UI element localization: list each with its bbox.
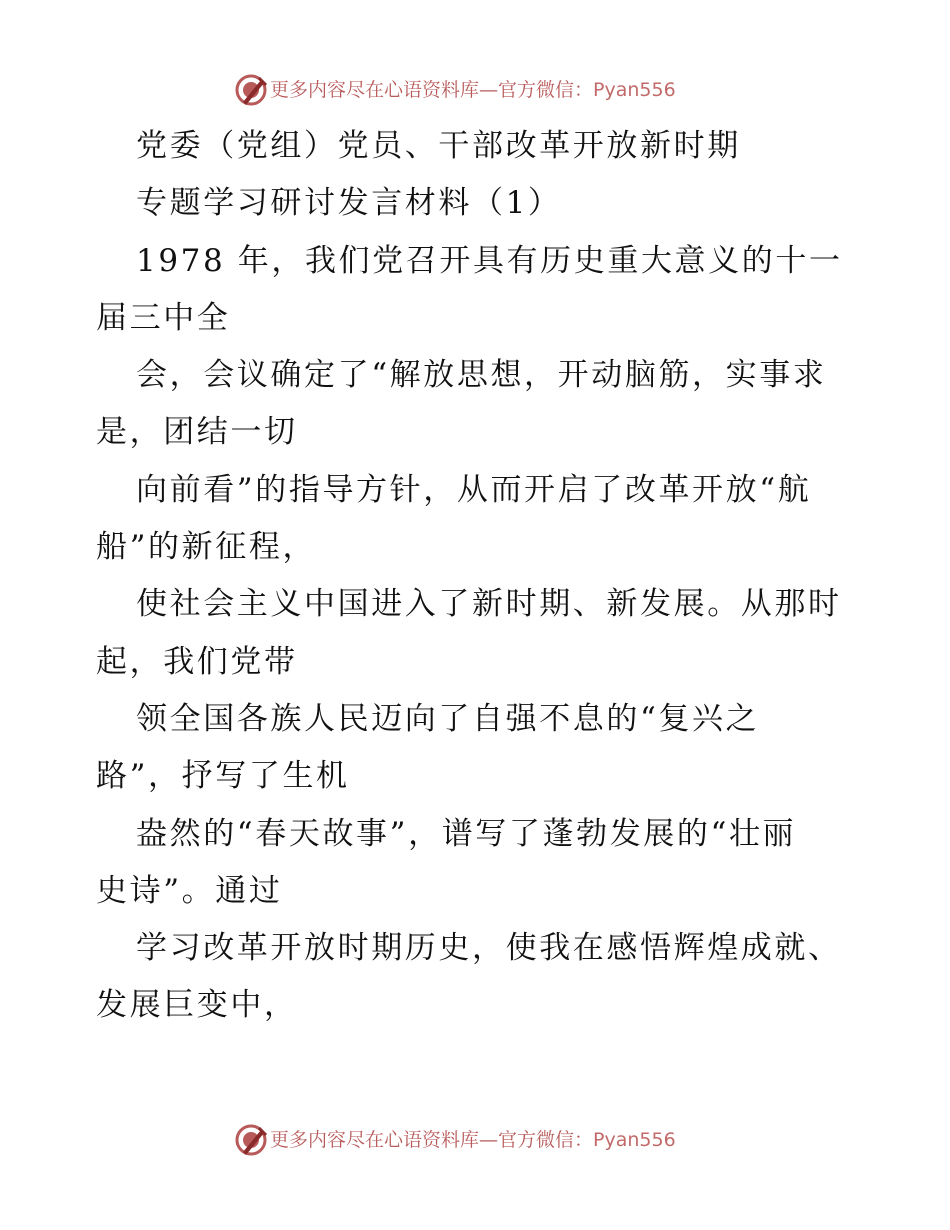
paragraph-line: 盎然的“春天故事”，谱写了蓬勃发展的“壮丽 xyxy=(136,815,797,852)
document-title-line-1: 党委（党组）党员、干部改革开放新时期 xyxy=(136,128,741,164)
document-title-line-2: 专题学习研讨发言材料（1） xyxy=(136,185,562,222)
paragraph-line: 领全国各族人民迈向了自强不息的“复兴之 xyxy=(136,700,760,737)
banner-label: 更多内容尽在心语资料库—官方微信： xyxy=(270,79,594,101)
paragraph-line: 1978 年，我们党召开具有历史重大意义的十一 xyxy=(136,242,843,279)
banner-text-group xyxy=(270,78,676,102)
pen-logo-icon xyxy=(233,1122,269,1158)
banner-text-group xyxy=(270,1128,676,1152)
paragraph-line: 使社会主义中国进入了新时期、新发展。从那时 xyxy=(136,586,842,623)
banner-account: Pyan556 xyxy=(593,1129,676,1151)
banner-label: 更多内容尽在心语资料库—官方微信： xyxy=(270,1129,594,1151)
paragraph-line: 学习改革开放时期历史，使我在感悟辉煌成就、 xyxy=(136,930,842,967)
footer-banner xyxy=(0,1122,950,1158)
paragraph-line: 路”，抒写了生机 xyxy=(96,758,350,795)
paragraph-line: 会，会议确定了“解放思想，开动脑筋，实事求 xyxy=(136,357,827,394)
paragraph-line: 是，团结一切 xyxy=(96,414,298,451)
document-body xyxy=(96,118,856,1035)
paragraph-line: 向前看”的指导方针，从而开启了改革开放“航 xyxy=(136,471,812,508)
paragraph-line: 届三中全 xyxy=(96,299,231,336)
paragraph-line: 船”的新征程， xyxy=(96,529,317,566)
paragraph-line: 起，我们党带 xyxy=(96,643,298,680)
pen-logo-icon xyxy=(233,72,269,108)
paragraph-line: 史诗”。通过 xyxy=(96,872,283,909)
banner-account: Pyan556 xyxy=(593,79,676,101)
paragraph-line: 发展巨变中， xyxy=(96,987,298,1024)
header-banner xyxy=(0,72,950,108)
